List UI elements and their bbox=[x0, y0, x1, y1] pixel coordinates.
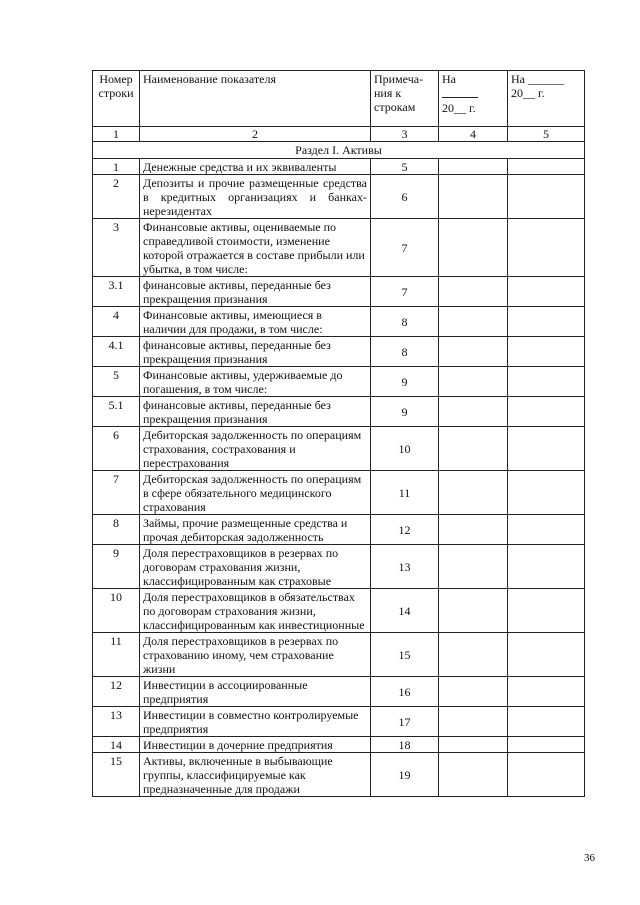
row-note: 11 bbox=[371, 471, 439, 515]
balance-sheet-table bbox=[92, 70, 585, 797]
indicator-name: Денежные средства и их эквиваленты bbox=[140, 159, 371, 175]
value-previous-period bbox=[508, 175, 585, 219]
row-note: 19 bbox=[371, 753, 439, 797]
row-number: 3 bbox=[93, 219, 140, 277]
column-number: 4 bbox=[439, 127, 508, 142]
value-previous-period bbox=[508, 589, 585, 633]
row-note: 10 bbox=[371, 427, 439, 471]
section-row bbox=[93, 142, 585, 159]
indicator-name: Финансовые активы, удерживаемые до погашения, в том числе: bbox=[140, 367, 371, 397]
table-row bbox=[93, 515, 585, 545]
row-number: 1 bbox=[93, 159, 140, 175]
table-row bbox=[93, 337, 585, 367]
indicator-name: Финансовые активы, имеющиеся в наличии для продажи, в том числе: bbox=[140, 307, 371, 337]
row-number: 15 bbox=[93, 753, 140, 797]
indicator-name: Финансовые активы, оцениваемые по справедливой стоимости, изменение которой отражается в составе прибыли или убытка, в том числе: bbox=[140, 219, 371, 277]
value-previous-period bbox=[508, 427, 585, 471]
value-previous-period bbox=[508, 397, 585, 427]
row-note: 8 bbox=[371, 337, 439, 367]
value-current-period bbox=[439, 159, 508, 175]
indicator-name: Доля перестраховщиков в обязательствах по договорам страхования жизни, классифицированным как инвестиционные bbox=[140, 589, 371, 633]
indicator-name: Дебиторская задолженность по операциям страхования, сострахования и перестрахования bbox=[140, 427, 371, 471]
row-note: 15 bbox=[371, 633, 439, 677]
header-date-previous-prefix: На ______ bbox=[511, 72, 564, 86]
row-note: 9 bbox=[371, 397, 439, 427]
table-row bbox=[93, 589, 585, 633]
table-row bbox=[93, 633, 585, 677]
header-date-current bbox=[439, 71, 508, 127]
table-row bbox=[93, 545, 585, 589]
row-number: 7 bbox=[93, 471, 140, 515]
indicator-name: Инвестиции в дочерние предприятия bbox=[140, 737, 371, 753]
value-previous-period bbox=[508, 753, 585, 797]
value-previous-period bbox=[508, 307, 585, 337]
value-current-period bbox=[439, 219, 508, 277]
indicator-name: финансовые активы, переданные без прекращения признания bbox=[140, 337, 371, 367]
value-previous-period bbox=[508, 471, 585, 515]
value-current-period bbox=[439, 515, 508, 545]
row-number: 9 bbox=[93, 545, 140, 589]
table-row bbox=[93, 219, 585, 277]
row-number: 5 bbox=[93, 367, 140, 397]
header-date-current-blank bbox=[442, 86, 504, 101]
value-previous-period bbox=[508, 677, 585, 707]
table-row bbox=[93, 397, 585, 427]
value-current-period bbox=[439, 471, 508, 515]
table-row bbox=[93, 367, 585, 397]
header-date-previous-year: 20__ г. bbox=[511, 86, 545, 100]
value-previous-period bbox=[508, 337, 585, 367]
row-note: 13 bbox=[371, 545, 439, 589]
value-current-period bbox=[439, 633, 508, 677]
row-number: 10 bbox=[93, 589, 140, 633]
value-previous-period bbox=[508, 545, 585, 589]
value-current-period bbox=[439, 589, 508, 633]
value-current-period bbox=[439, 397, 508, 427]
indicator-name: Инвестиции в ассоциированные предприятия bbox=[140, 677, 371, 707]
indicator-name: Доля перестраховщиков в резервах по договорам страхования жизни, классифицированным как страховые bbox=[140, 545, 371, 589]
value-current-period bbox=[439, 367, 508, 397]
value-previous-period bbox=[508, 159, 585, 175]
table-row bbox=[93, 277, 585, 307]
value-current-period bbox=[439, 337, 508, 367]
indicator-name: Дебиторская задолженность по операциям в сфере обязательного медицинского страхования bbox=[140, 471, 371, 515]
table-row bbox=[93, 175, 585, 219]
value-current-period bbox=[439, 545, 508, 589]
value-current-period bbox=[439, 737, 508, 753]
value-current-period bbox=[439, 175, 508, 219]
row-number: 11 bbox=[93, 633, 140, 677]
row-note: 6 bbox=[371, 175, 439, 219]
row-note: 9 bbox=[371, 367, 439, 397]
row-number: 3.1 bbox=[93, 277, 140, 307]
indicator-name: Займы, прочие размещенные средства и прочая дебиторская задолженность bbox=[140, 515, 371, 545]
section-title: Раздел I. Активы bbox=[93, 142, 585, 159]
value-previous-period bbox=[508, 219, 585, 277]
row-number: 4.1 bbox=[93, 337, 140, 367]
row-note: 8 bbox=[371, 307, 439, 337]
value-current-period bbox=[439, 427, 508, 471]
value-current-period bbox=[439, 307, 508, 337]
row-number: 13 bbox=[93, 707, 140, 737]
column-number: 2 bbox=[140, 127, 371, 142]
row-number: 14 bbox=[93, 737, 140, 753]
indicator-name: финансовые активы, переданные без прекращения признания bbox=[140, 397, 371, 427]
header-indicator-name: Наименование показателя bbox=[140, 71, 371, 127]
indicator-name: Доля перестраховщиков в резервах по страхованию иному, чем страхование жизни bbox=[140, 633, 371, 677]
value-previous-period bbox=[508, 367, 585, 397]
column-number: 5 bbox=[508, 127, 585, 142]
header-date-current-year: 20__ г. bbox=[442, 101, 476, 115]
row-number: 4 bbox=[93, 307, 140, 337]
indicator-name: Депозиты и прочие размещенные средства в кредитных организациях и банках-нерезидентах bbox=[140, 175, 371, 219]
page-number: 36 bbox=[584, 852, 595, 864]
value-previous-period bbox=[508, 737, 585, 753]
table-row bbox=[93, 471, 585, 515]
row-number: 12 bbox=[93, 677, 140, 707]
column-numbers-row bbox=[93, 127, 585, 142]
table-row bbox=[93, 737, 585, 753]
table-row bbox=[93, 707, 585, 737]
table-row bbox=[93, 753, 585, 797]
value-current-period bbox=[439, 277, 508, 307]
row-note: 7 bbox=[371, 277, 439, 307]
table-row bbox=[93, 677, 585, 707]
value-previous-period bbox=[508, 633, 585, 677]
value-previous-period bbox=[508, 277, 585, 307]
header-notes: Примеча-ния к строкам bbox=[371, 71, 439, 127]
value-previous-period bbox=[508, 707, 585, 737]
row-note: 16 bbox=[371, 677, 439, 707]
row-note: 17 bbox=[371, 707, 439, 737]
value-current-period bbox=[439, 677, 508, 707]
column-number: 3 bbox=[371, 127, 439, 142]
indicator-name: Инвестиции в совместно контролируемые предприятия bbox=[140, 707, 371, 737]
table-row bbox=[93, 307, 585, 337]
table-row bbox=[93, 159, 585, 175]
row-note: 5 bbox=[371, 159, 439, 175]
row-note: 18 bbox=[371, 737, 439, 753]
header-date-current-prefix: На bbox=[442, 72, 456, 86]
header-row-number: Номер строки bbox=[93, 71, 140, 127]
row-number: 6 bbox=[93, 427, 140, 471]
row-number: 2 bbox=[93, 175, 140, 219]
header-row bbox=[93, 71, 585, 127]
table-row bbox=[93, 427, 585, 471]
column-number: 1 bbox=[93, 127, 140, 142]
value-current-period bbox=[439, 707, 508, 737]
row-note: 7 bbox=[371, 219, 439, 277]
indicator-name: Активы, включенные в выбывающие группы, классифицируемые как предназначенные для продажи bbox=[140, 753, 371, 797]
row-number: 5.1 bbox=[93, 397, 140, 427]
row-note: 12 bbox=[371, 515, 439, 545]
header-date-previous bbox=[508, 71, 585, 127]
indicator-name: финансовые активы, переданные без прекращения признания bbox=[140, 277, 371, 307]
value-current-period bbox=[439, 753, 508, 797]
row-note: 14 bbox=[371, 589, 439, 633]
row-number: 8 bbox=[93, 515, 140, 545]
value-previous-period bbox=[508, 515, 585, 545]
